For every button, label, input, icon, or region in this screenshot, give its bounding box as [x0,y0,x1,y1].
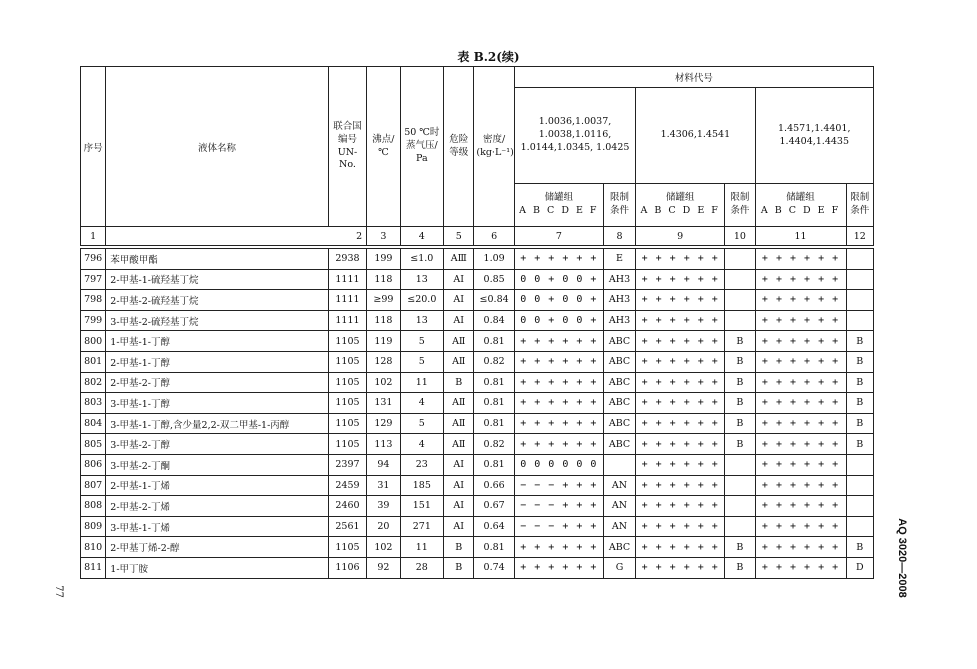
col-number: 7 [514,227,603,246]
liquid-name: 2-甲基-2-硫羟基丁烷 [106,290,329,311]
density: ≤0.84 [474,290,514,311]
row-number: 811 [81,557,106,578]
hazard-class: AⅠ [444,454,474,475]
tank-group-3: + + + + + + [755,310,846,331]
hazard-class: AⅡ [444,331,474,352]
restrict-1: ABC [603,413,635,434]
header-restrict-1: 限制条件 [603,184,635,227]
table-row [81,393,874,414]
density: 0.81 [474,454,514,475]
row-number: 805 [81,434,106,455]
tank-group-3: + + + + + + [755,557,846,578]
un-number: 1105 [328,331,366,352]
liquid-name: 3-甲基-1-丁醇 [106,393,329,414]
vapor-pressure: 11 [400,372,443,393]
restrict-1 [603,454,635,475]
un-number: 2459 [328,475,366,496]
header-name: 液体名称 [106,67,329,227]
tank-group-3: + + + + + + [755,351,846,372]
boiling-point: 118 [367,269,400,290]
row-number: 807 [81,475,106,496]
tank-group-2: + + + + + + [636,434,725,455]
restrict-1: AN [603,496,635,517]
table-row [81,310,874,331]
un-number: 2561 [328,516,366,537]
hazard-class: B [444,557,474,578]
tank-group-2: + + + + + + [636,475,725,496]
hazard-class: AⅠ [444,269,474,290]
density: 0.84 [474,310,514,331]
boiling-point: 119 [367,331,400,352]
tank-group-1: + + + + + + [514,372,603,393]
un-number: 1111 [328,310,366,331]
table-row [81,537,874,558]
col-number: 11 [755,227,846,246]
restrict-1: E [603,249,635,270]
col-number: 1 [81,227,106,246]
boiling-point: 31 [367,475,400,496]
restrict-1: AH3 [603,269,635,290]
tank-group-2: + + + + + + [636,454,725,475]
table-row [81,372,874,393]
density: 0.81 [474,413,514,434]
liquid-name: 2-甲基丁烯-2-醇 [106,537,329,558]
table-row [81,351,874,372]
vapor-pressure: 185 [400,475,443,496]
row-number: 804 [81,413,106,434]
row-number: 802 [81,372,106,393]
vapor-pressure: 13 [400,310,443,331]
un-number: 1111 [328,269,366,290]
standard-code: AQ 3020—2008 [895,518,908,598]
vapor-pressure: 4 [400,434,443,455]
hazard-class: AⅠ [444,496,474,517]
un-number: 1105 [328,413,366,434]
tank-group-3: + + + + + + [755,516,846,537]
un-number: 2397 [328,454,366,475]
boiling-point: 199 [367,249,400,270]
tank-group-3: + + + + + + [755,454,846,475]
tank-group-3: + + + + + + [755,269,846,290]
tank-group-1: + + + + + + [514,351,603,372]
liquid-name: 2-甲基-2-丁烯 [106,496,329,517]
tank-group-1: − − − + + + [514,475,603,496]
tank-group-1: + + + + + + [514,434,603,455]
tank-group-2: + + + + + + [636,310,725,331]
restrict-2: B [725,537,755,558]
liquid-name: 3-甲基-1-丁烯 [106,516,329,537]
restrict-3: B [846,331,873,352]
density: 0.81 [474,331,514,352]
header-un: 联合国编号 UN-No. [328,67,366,227]
restrict-2: B [725,351,755,372]
tank-group-1: + + + + + + [514,331,603,352]
restrict-3: B [846,393,873,414]
boiling-point: 92 [367,557,400,578]
boiling-point: 118 [367,310,400,331]
col-number: 6 [474,227,514,246]
table-row [81,290,874,311]
restrict-2 [725,496,755,517]
restrict-1: ABC [603,372,635,393]
row-number: 801 [81,351,106,372]
restrict-1: ABC [603,393,635,414]
liquid-name: 2-甲基-1-丁烯 [106,475,329,496]
vapor-pressure: 5 [400,351,443,372]
density: 0.81 [474,372,514,393]
col-number: 9 [636,227,725,246]
liquid-name: 1-甲基-1-丁醇 [106,331,329,352]
boiling-point: 113 [367,434,400,455]
page-number: 77 [52,585,64,598]
hazard-class: B [444,372,474,393]
header-seq: 序号 [81,67,106,227]
density: 0.81 [474,537,514,558]
vapor-pressure: 5 [400,331,443,352]
hazard-class: AⅠ [444,310,474,331]
header-tank-group-3: 储罐组 A B C D E F [755,184,846,227]
density: 0.82 [474,434,514,455]
row-number: 809 [81,516,106,537]
liquid-name: 3-甲基-2-丁酮 [106,454,329,475]
table-caption: 表 B.2(续) [457,50,520,64]
tank-group-3: + + + + + + [755,413,846,434]
restrict-2: B [725,393,755,414]
restrict-3: B [846,351,873,372]
boiling-point: ≥99 [367,290,400,311]
tank-group-2: + + + + + + [636,496,725,517]
header-bp: 沸点/ ℃ [367,67,400,227]
restrict-1: AH3 [603,290,635,311]
tank-group-2: + + + + + + [636,372,725,393]
table-row [81,249,874,270]
col-number: 8 [603,227,635,246]
tank-group-3: + + + + + + [755,372,846,393]
tank-group-1: 0 0 + 0 0 + [514,310,603,331]
restrict-3: B [846,434,873,455]
table-row [81,496,874,517]
data-table [80,66,874,579]
tank-group-1: + + + + + + [514,249,603,270]
restrict-1: AN [603,516,635,537]
tank-group-2: + + + + + + [636,331,725,352]
boiling-point: 128 [367,351,400,372]
un-number: 1105 [328,434,366,455]
boiling-point: 131 [367,393,400,414]
liquid-name: 3-甲基-2-丁醇 [106,434,329,455]
boiling-point: 102 [367,537,400,558]
tank-group-1: 0 0 + 0 0 + [514,269,603,290]
tank-group-3: + + + + + + [755,331,846,352]
table-row [81,413,874,434]
table-row [81,331,874,352]
vapor-pressure: ≤1.0 [400,249,443,270]
hazard-class: AⅠ [444,516,474,537]
liquid-name: 2-甲基-2-丁醇 [106,372,329,393]
header-mat2: 1.4306,1.4541 [636,88,755,184]
col-number: 12 [846,227,873,246]
boiling-point: 39 [367,496,400,517]
col-number: 2 [106,227,367,246]
row-number: 800 [81,331,106,352]
tank-group-2: + + + + + + [636,290,725,311]
restrict-3 [846,475,873,496]
restrict-1: ABC [603,351,635,372]
hazard-class: AⅠ [444,475,474,496]
tank-group-1: + + + + + + [514,393,603,414]
vapor-pressure: 13 [400,269,443,290]
row-number: 798 [81,290,106,311]
hazard-class: AⅢ [444,249,474,270]
density: 0.66 [474,475,514,496]
density: 1.09 [474,249,514,270]
density: 0.67 [474,496,514,517]
tank-group-2: + + + + + + [636,351,725,372]
row-number: 796 [81,249,106,270]
tank-group-2: + + + + + + [636,249,725,270]
row-number: 797 [81,269,106,290]
liquid-name: 2-甲基-1-硫羟基丁烷 [106,269,329,290]
row-number: 808 [81,496,106,517]
row-number: 806 [81,454,106,475]
tank-group-2: + + + + + + [636,537,725,558]
restrict-3: B [846,537,873,558]
tank-group-1: − − − + + + [514,496,603,517]
col-number: 4 [400,227,443,246]
tank-group-3: + + + + + + [755,434,846,455]
un-number: 2460 [328,496,366,517]
restrict-3: B [846,413,873,434]
density: 0.82 [474,351,514,372]
un-number: 1105 [328,351,366,372]
restrict-2: B [725,331,755,352]
restrict-2: B [725,434,755,455]
table-row [81,516,874,537]
table-row [81,454,874,475]
tank-group-1: + + + + + + [514,557,603,578]
restrict-1: ABC [603,331,635,352]
row-number: 803 [81,393,106,414]
tank-group-2: + + + + + + [636,269,725,290]
restrict-3 [846,290,873,311]
restrict-1: AH3 [603,310,635,331]
tank-group-1: 0 0 0 0 0 0 [514,454,603,475]
table-row [81,475,874,496]
vapor-pressure: 11 [400,537,443,558]
liquid-name: 1-甲丁胺 [106,557,329,578]
boiling-point: 129 [367,413,400,434]
row-number: 799 [81,310,106,331]
header-hazard: 危险等级 [444,67,474,227]
header-restrict-2: 限制条件 [725,184,755,227]
liquid-name: 2-甲基-1-丁醇 [106,351,329,372]
liquid-name: 3-甲基-2-硫羟基丁烷 [106,310,329,331]
header-tank-group-2: 储罐组 A B C D E F [636,184,725,227]
header-restrict-3: 限制条件 [846,184,873,227]
restrict-2 [725,454,755,475]
boiling-point: 94 [367,454,400,475]
restrict-1: ABC [603,537,635,558]
restrict-2 [725,249,755,270]
header-material-code: 材料代号 [514,67,873,88]
tank-group-2: + + + + + + [636,413,725,434]
tank-group-2: + + + + + + [636,557,725,578]
tank-group-1: + + + + + + [514,537,603,558]
hazard-class: AⅠ [444,290,474,311]
restrict-3 [846,269,873,290]
hazard-class: AⅡ [444,434,474,455]
tank-group-2: + + + + + + [636,516,725,537]
vapor-pressure: 5 [400,413,443,434]
tank-group-3: + + + + + + [755,537,846,558]
table-row [81,269,874,290]
hazard-class: AⅡ [444,351,474,372]
hazard-class: B [444,537,474,558]
un-number: 1106 [328,557,366,578]
header-tank-group-1: 储罐组 A B C D E F [514,184,603,227]
hazard-class: AⅡ [444,393,474,414]
boiling-point: 102 [367,372,400,393]
col-number: 3 [367,227,400,246]
restrict-2 [725,269,755,290]
un-number: 1111 [328,290,366,311]
tank-group-1: − − − + + + [514,516,603,537]
row-number: 810 [81,537,106,558]
table-row [81,434,874,455]
restrict-1: G [603,557,635,578]
tank-group-3: + + + + + + [755,496,846,517]
restrict-3: B [846,372,873,393]
density: 0.74 [474,557,514,578]
tank-group-3: + + + + + + [755,393,846,414]
vapor-pressure: ≤20.0 [400,290,443,311]
restrict-2 [725,516,755,537]
restrict-1: ABC [603,434,635,455]
tank-group-3: + + + + + + [755,475,846,496]
col-number: 10 [725,227,755,246]
vapor-pressure: 23 [400,454,443,475]
liquid-name: 3-甲基-1-丁醇,含少量2,2-双二甲基-1-丙醇 [106,413,329,434]
restrict-2 [725,310,755,331]
restrict-2 [725,475,755,496]
vapor-pressure: 28 [400,557,443,578]
tank-group-3: + + + + + + [755,249,846,270]
column-number-row [81,227,874,246]
un-number: 1105 [328,537,366,558]
tank-group-1: 0 0 + 0 0 + [514,290,603,311]
tank-group-2: + + + + + + [636,393,725,414]
density: 0.64 [474,516,514,537]
restrict-2: B [725,413,755,434]
boiling-point: 20 [367,516,400,537]
restrict-2 [725,290,755,311]
restrict-3 [846,516,873,537]
vapor-pressure: 4 [400,393,443,414]
restrict-3 [846,454,873,475]
restrict-2: B [725,557,755,578]
un-number: 1105 [328,372,366,393]
header-density: 密度/ (kg·L⁻¹) [474,67,514,227]
header-mat1: 1.0036,1.0037, 1.0038,1.0116, 1.0144,1.0345, 1.0425 [514,88,635,184]
col-number: 5 [444,227,474,246]
vapor-pressure: 151 [400,496,443,517]
restrict-3: D [846,557,873,578]
tank-group-1: + + + + + + [514,413,603,434]
table-row [81,557,874,578]
density: 0.85 [474,269,514,290]
restrict-1: AN [603,475,635,496]
hazard-class: AⅡ [444,413,474,434]
header-mat3: 1.4571,1.4401, 1.4404,1.4435 [755,88,873,184]
restrict-3 [846,310,873,331]
vapor-pressure: 271 [400,516,443,537]
density: 0.81 [474,393,514,414]
un-number: 2938 [328,249,366,270]
un-number: 1105 [328,393,366,414]
tank-group-3: + + + + + + [755,290,846,311]
restrict-3 [846,249,873,270]
restrict-2: B [725,372,755,393]
liquid-name: 苯甲酸甲酯 [106,249,329,270]
restrict-3 [846,496,873,517]
header-vp: 50 ℃时蒸气压/ Pa [400,67,443,227]
